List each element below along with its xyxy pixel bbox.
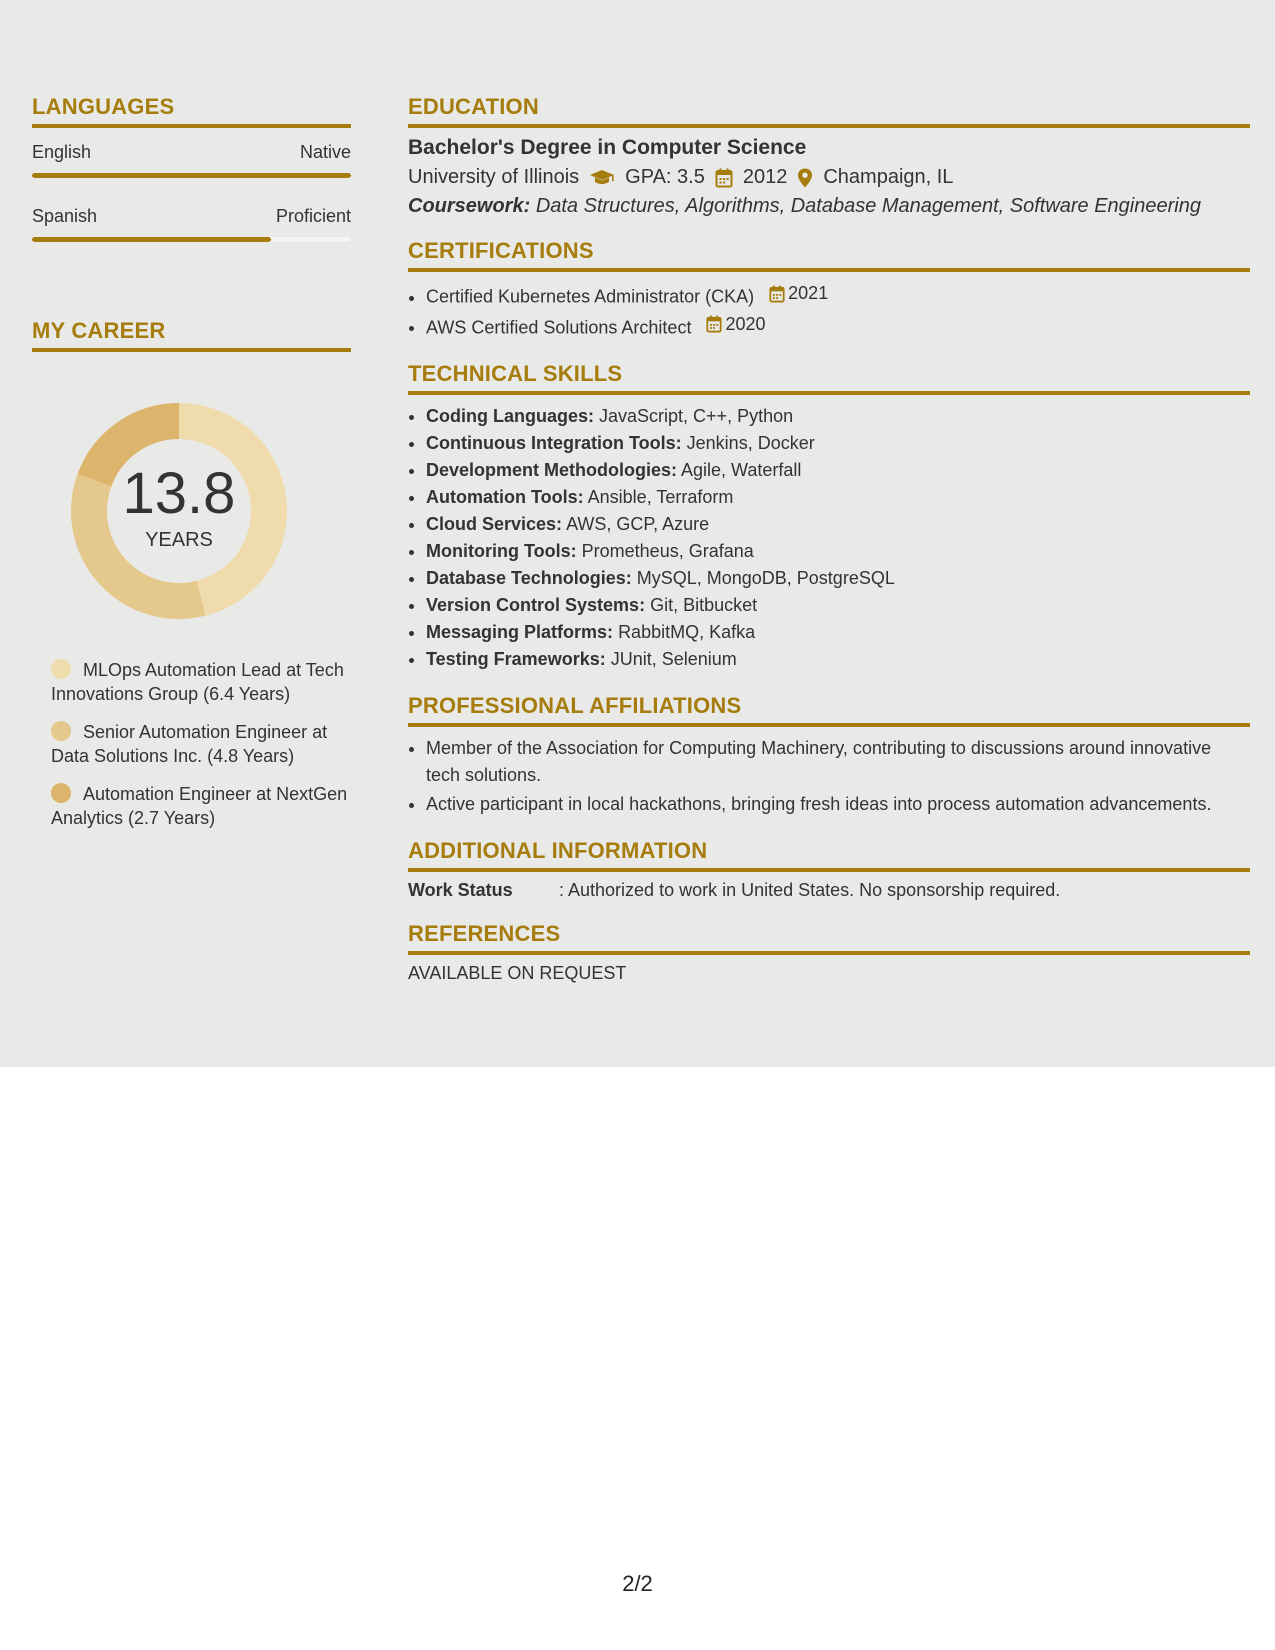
references-text: AVAILABLE ON REQUEST [408,963,627,983]
location-pin-icon [797,168,813,188]
graduation-year: 2012 [742,166,788,188]
references-title: REFERENCES [408,921,1250,955]
education-title: EDUCATION [408,94,1250,128]
language-level: Native [299,142,351,162]
skill-value: Ansible, Terraform [587,487,734,507]
legend-dot-icon [51,721,71,741]
references-section [408,921,1250,984]
career-section [32,318,351,830]
skill-item [426,538,1250,565]
skill-item [426,511,1250,538]
coursework-list: Data Structures, Algorithms, Database Management, Software Engineering [535,195,1201,217]
language-bar-fill [32,237,271,242]
coursework-label: Coursework: [408,195,531,217]
technical-skills-section [408,361,1250,673]
certifications-title: CERTIFICATIONS [408,238,1250,272]
skill-label: Continuous Integration Tools: [426,433,682,453]
language-item [32,206,351,242]
language-bar [32,237,351,242]
skill-label: Testing Frameworks: [426,649,606,669]
career-donut-chart [64,396,294,626]
technical-skills-title: TECHNICAL SKILLS [408,361,1250,395]
skill-label: Monitoring Tools: [426,541,577,561]
language-list [32,142,351,242]
skill-item [426,484,1250,511]
career-legend-item [51,720,351,768]
certification-item [426,280,1250,311]
work-status-row [408,880,1250,901]
gpa: GPA: 3.5 [625,166,705,188]
right-column [408,94,1250,984]
skill-label: Messaging Platforms: [426,622,614,642]
career-legend-item [51,658,351,706]
skill-item [426,646,1250,673]
affiliations-title: PROFESSIONAL AFFILIATIONS [408,693,1250,727]
education-section [408,94,1250,218]
language-bar-fill [32,173,351,178]
career-legend [32,658,351,830]
skill-label: Development Methodologies: [426,460,678,480]
skill-value: RabbitMQ, Kafka [618,622,756,642]
legend-dot-icon [51,783,71,803]
skill-value: Agile, Waterfall [681,460,802,480]
page-number: 2/2 [622,1571,653,1596]
career-role-label: Senior Automation Engineer at Data Solutions Inc. (4.8 Years) [51,722,328,766]
skill-item [426,619,1250,646]
skill-label: Coding Languages: [426,406,594,426]
skill-value: AWS, GCP, Azure [566,514,710,534]
left-column [32,94,351,844]
career-total-years: 13.8 [122,460,236,526]
skill-value: JavaScript, C++, Python [599,406,794,426]
calendar-icon [769,285,785,303]
skill-item [426,430,1250,457]
education-details [408,166,1250,189]
career-legend-item [51,782,351,830]
skill-value: JUnit, Selenium [610,649,737,669]
career-title: MY CAREER [32,318,351,352]
additional-info-title: ADDITIONAL INFORMATION [408,838,1250,872]
language-level: Proficient [275,206,351,226]
graduation-cap-icon [589,169,615,187]
skill-item [426,457,1250,484]
affiliations-list [408,735,1250,818]
skill-value: Prometheus, Grafana [581,541,754,561]
work-status-label: Work Status [408,880,513,900]
calendar-icon [715,168,733,188]
skill-item [426,565,1250,592]
skill-label: Database Technologies: [426,568,632,588]
additional-info-section [408,838,1250,901]
skill-value: MySQL, MongoDB, PostgreSQL [636,568,895,588]
affiliations-section [408,693,1250,818]
language-bar [32,173,351,178]
skill-label: Version Control Systems: [426,595,646,615]
skill-item [426,592,1250,619]
skill-value: Jenkins, Docker [686,433,815,453]
certification-name: Certified Kubernetes Administrator (CKA) [426,286,755,307]
skill-item [426,403,1250,430]
languages-title: LANGUAGES [32,94,351,128]
work-status-value: : Authorized to work in United States. No sponsorship required. [559,880,1061,900]
coursework [408,195,1250,218]
language-name: Spanish [32,206,98,226]
certifications-list [408,280,1250,341]
affiliation-item: • Member of the Association for Computing Machinery, contributing to discussions around innovative tech solutions. [426,735,1250,789]
career-role-label: Automation Engineer at NextGen Analytics (2.7 Years) [51,784,348,828]
affiliation-item: • Active participant in local hackathons, bringing fresh ideas into process automation advancements. [426,791,1250,818]
language-item [32,142,351,178]
career-years-unit: YEARS [145,528,213,551]
school-location: Champaign, IL [823,166,954,188]
skills-list [408,403,1250,673]
career-role-label: MLOps Automation Lead at Tech Innovations Group (6.4 Years) [51,660,344,704]
certification-year: 2020 [725,313,766,334]
certification-item [426,311,1250,342]
calendar-icon [706,315,722,333]
skill-label: Automation Tools: [426,487,584,507]
language-name: English [32,142,92,162]
certification-year: 2021 [788,283,829,303]
school-name: University of Illinois [408,166,580,188]
certification-name: AWS Certified Solutions Architect [426,317,692,337]
legend-dot-icon [51,659,71,679]
skill-value: Git, Bitbucket [650,595,758,615]
skill-label: Cloud Services: [426,514,563,534]
certifications-section [408,238,1250,341]
degree-name: Bachelor's Degree in Computer Science [408,136,807,159]
